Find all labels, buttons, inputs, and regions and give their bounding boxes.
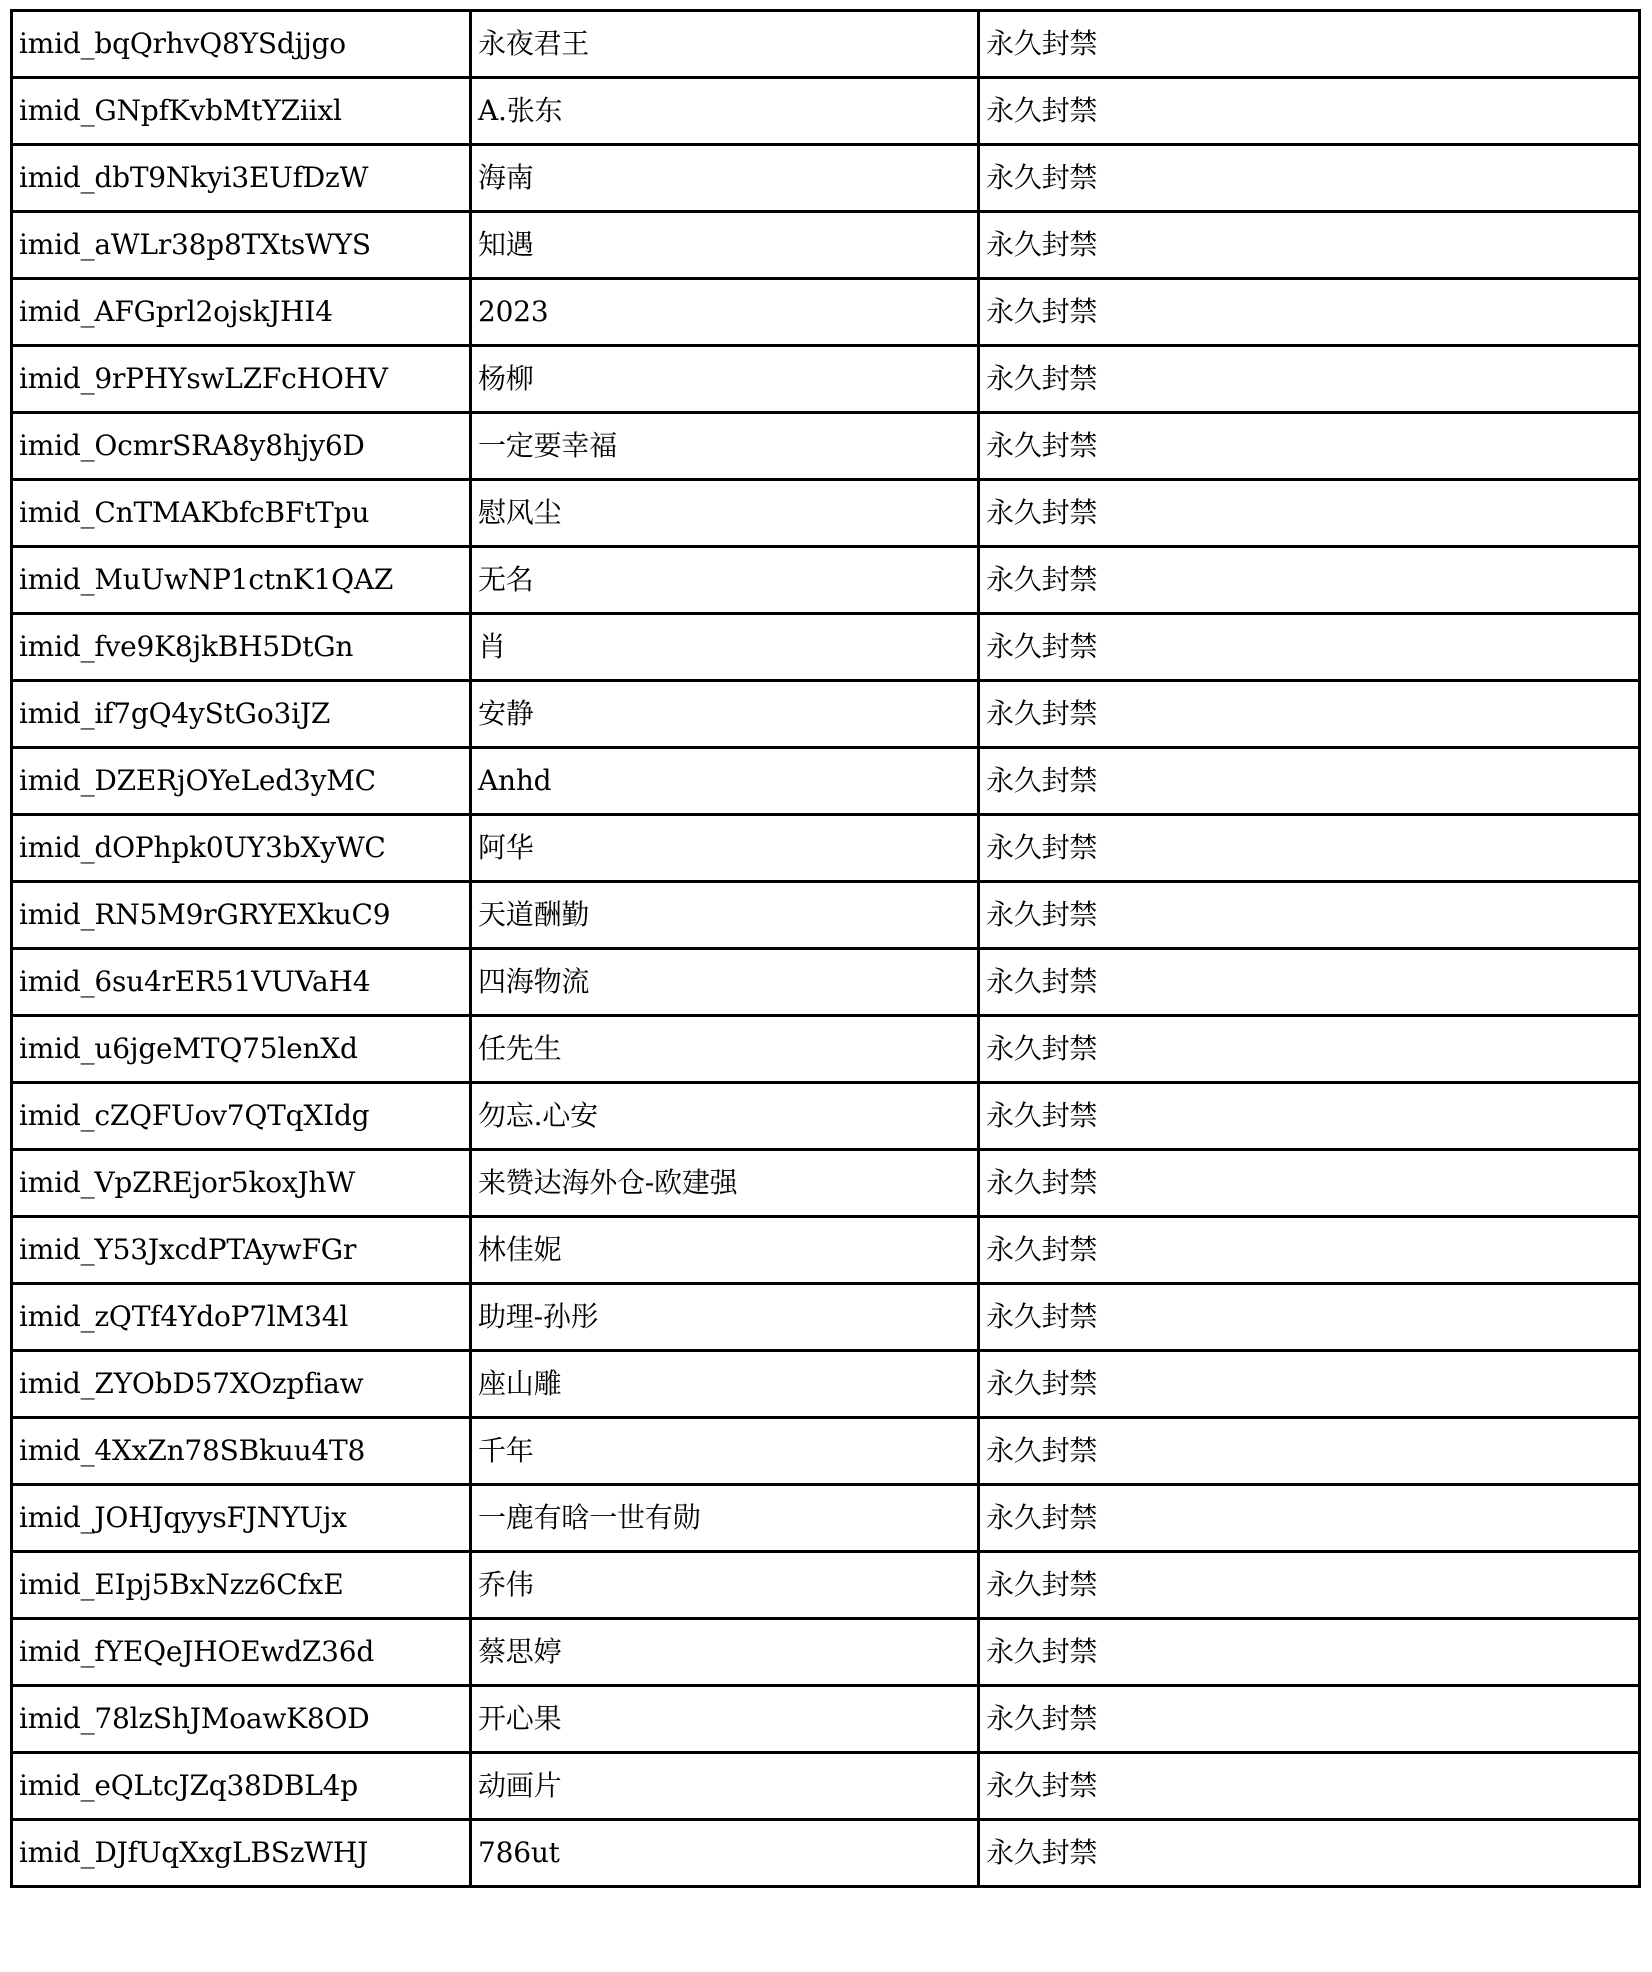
ban-status-cell: 永久封禁 <box>979 346 1640 413</box>
ban-status-cell: 永久封禁 <box>979 1016 1640 1083</box>
user-id-cell: imid_MuUwNP1ctnK1QAZ <box>12 547 471 614</box>
table-row <box>12 681 1640 748</box>
nickname-cell: 勿忘.心安 <box>471 1083 979 1150</box>
nickname-cell: Anhd <box>471 748 979 815</box>
nickname-cell: 来赞达海外仓-欧建强 <box>471 1150 979 1217</box>
user-id-cell: imid_RN5M9rGRYEXkuC9 <box>12 882 471 949</box>
nickname-cell: 肖 <box>471 614 979 681</box>
user-id-cell: imid_DJfUqXxgLBSzWHJ <box>12 1820 471 1887</box>
user-id-cell: imid_JOHJqyysFJNYUjx <box>12 1485 471 1552</box>
ban-status-cell: 永久封禁 <box>979 882 1640 949</box>
nickname-cell: 2023 <box>471 279 979 346</box>
ban-status-cell: 永久封禁 <box>979 78 1640 145</box>
ban-status-cell: 永久封禁 <box>979 681 1640 748</box>
user-id-cell: imid_bqQrhvQ8YSdjjgo <box>12 11 471 78</box>
nickname-cell: 一鹿有晗一世有勋 <box>471 1485 979 1552</box>
nickname-cell: 林佳妮 <box>471 1217 979 1284</box>
ban-status-cell: 永久封禁 <box>979 748 1640 815</box>
ban-status-cell: 永久封禁 <box>979 1083 1640 1150</box>
ban-status-cell: 永久封禁 <box>979 279 1640 346</box>
table-row <box>12 145 1640 212</box>
ban-status-cell: 永久封禁 <box>979 1485 1640 1552</box>
nickname-cell: 动画片 <box>471 1753 979 1820</box>
nickname-cell: 知遇 <box>471 212 979 279</box>
table-row <box>12 614 1640 681</box>
user-id-cell: imid_VpZREjor5koxJhW <box>12 1150 471 1217</box>
table-row <box>12 212 1640 279</box>
table-row <box>12 949 1640 1016</box>
table-row <box>12 1552 1640 1619</box>
user-id-cell: imid_DZERjOYeLed3yMC <box>12 748 471 815</box>
ban-status-cell: 永久封禁 <box>979 11 1640 78</box>
ban-status-cell: 永久封禁 <box>979 1217 1640 1284</box>
table-row <box>12 11 1640 78</box>
nickname-cell: 无名 <box>471 547 979 614</box>
table-row <box>12 882 1640 949</box>
banned-users-table <box>10 9 1641 1888</box>
ban-status-cell: 永久封禁 <box>979 480 1640 547</box>
table-row <box>12 1351 1640 1418</box>
nickname-cell: 天道酬勤 <box>471 882 979 949</box>
user-id-cell: imid_EIpj5BxNzz6CfxE <box>12 1552 471 1619</box>
user-id-cell: imid_GNpfKvbMtYZiixl <box>12 78 471 145</box>
ban-status-cell: 永久封禁 <box>979 1686 1640 1753</box>
table-row <box>12 547 1640 614</box>
table-row <box>12 1619 1640 1686</box>
nickname-cell: 开心果 <box>471 1686 979 1753</box>
nickname-cell: A.张东 <box>471 78 979 145</box>
table-row <box>12 78 1640 145</box>
ban-status-cell: 永久封禁 <box>979 1351 1640 1418</box>
user-id-cell: imid_fYEQeJHOEwdZ36d <box>12 1619 471 1686</box>
nickname-cell: 千年 <box>471 1418 979 1485</box>
table-row <box>12 1418 1640 1485</box>
nickname-cell: 乔伟 <box>471 1552 979 1619</box>
nickname-cell: 阿华 <box>471 815 979 882</box>
table-row <box>12 279 1640 346</box>
user-id-cell: imid_u6jgeMTQ75lenXd <box>12 1016 471 1083</box>
table-body <box>12 11 1640 1887</box>
nickname-cell: 助理-孙彤 <box>471 1284 979 1351</box>
ban-status-cell: 永久封禁 <box>979 1619 1640 1686</box>
user-id-cell: imid_dbT9Nkyi3EUfDzW <box>12 145 471 212</box>
user-id-cell: imid_6su4rER51VUVaH4 <box>12 949 471 1016</box>
nickname-cell: 安静 <box>471 681 979 748</box>
user-id-cell: imid_aWLr38p8TXtsWYS <box>12 212 471 279</box>
user-id-cell: imid_fve9K8jkBH5DtGn <box>12 614 471 681</box>
ban-status-cell: 永久封禁 <box>979 949 1640 1016</box>
ban-status-cell: 永久封禁 <box>979 1150 1640 1217</box>
table-row <box>12 815 1640 882</box>
table-row <box>12 1485 1640 1552</box>
nickname-cell: 一定要幸福 <box>471 413 979 480</box>
table-row <box>12 1686 1640 1753</box>
user-id-cell: imid_cZQFUov7QTqXIdg <box>12 1083 471 1150</box>
ban-status-cell: 永久封禁 <box>979 145 1640 212</box>
ban-status-cell: 永久封禁 <box>979 815 1640 882</box>
table-row <box>12 1217 1640 1284</box>
nickname-cell: 四海物流 <box>471 949 979 1016</box>
ban-status-cell: 永久封禁 <box>979 547 1640 614</box>
table-row <box>12 748 1640 815</box>
table-row <box>12 1083 1640 1150</box>
ban-status-cell: 永久封禁 <box>979 413 1640 480</box>
nickname-cell: 慰风尘 <box>471 480 979 547</box>
ban-status-cell: 永久封禁 <box>979 1820 1640 1887</box>
table-row <box>12 1284 1640 1351</box>
ban-status-cell: 永久封禁 <box>979 1418 1640 1485</box>
table-row <box>12 1753 1640 1820</box>
table-row <box>12 346 1640 413</box>
user-id-cell: imid_78lzShJMoawK8OD <box>12 1686 471 1753</box>
nickname-cell: 永夜君王 <box>471 11 979 78</box>
ban-status-cell: 永久封禁 <box>979 1753 1640 1820</box>
table-row <box>12 1150 1640 1217</box>
user-id-cell: imid_ZYObD57XOzpfiaw <box>12 1351 471 1418</box>
nickname-cell: 786ut <box>471 1820 979 1887</box>
ban-status-cell: 永久封禁 <box>979 1284 1640 1351</box>
user-id-cell: imid_if7gQ4yStGo3iJZ <box>12 681 471 748</box>
table-row <box>12 480 1640 547</box>
user-id-cell: imid_Y53JxcdPTAywFGr <box>12 1217 471 1284</box>
ban-status-cell: 永久封禁 <box>979 212 1640 279</box>
nickname-cell: 海南 <box>471 145 979 212</box>
user-id-cell: imid_OcmrSRA8y8hjy6D <box>12 413 471 480</box>
user-id-cell: imid_4XxZn78SBkuu4T8 <box>12 1418 471 1485</box>
user-id-cell: imid_dOPhpk0UY3bXyWC <box>12 815 471 882</box>
user-id-cell: imid_eQLtcJZq38DBL4p <box>12 1753 471 1820</box>
nickname-cell: 蔡思婷 <box>471 1619 979 1686</box>
nickname-cell: 杨柳 <box>471 346 979 413</box>
ban-status-cell: 永久封禁 <box>979 1552 1640 1619</box>
table-row <box>12 1016 1640 1083</box>
user-id-cell: imid_AFGprl2ojskJHI4 <box>12 279 471 346</box>
ban-status-cell: 永久封禁 <box>979 614 1640 681</box>
table-row <box>12 413 1640 480</box>
user-id-cell: imid_9rPHYswLZFcHOHV <box>12 346 471 413</box>
user-id-cell: imid_zQTf4YdoP7lM34l <box>12 1284 471 1351</box>
table-row <box>12 1820 1640 1887</box>
nickname-cell: 任先生 <box>471 1016 979 1083</box>
user-id-cell: imid_CnTMAKbfcBFtTpu <box>12 480 471 547</box>
nickname-cell: 座山雕 <box>471 1351 979 1418</box>
